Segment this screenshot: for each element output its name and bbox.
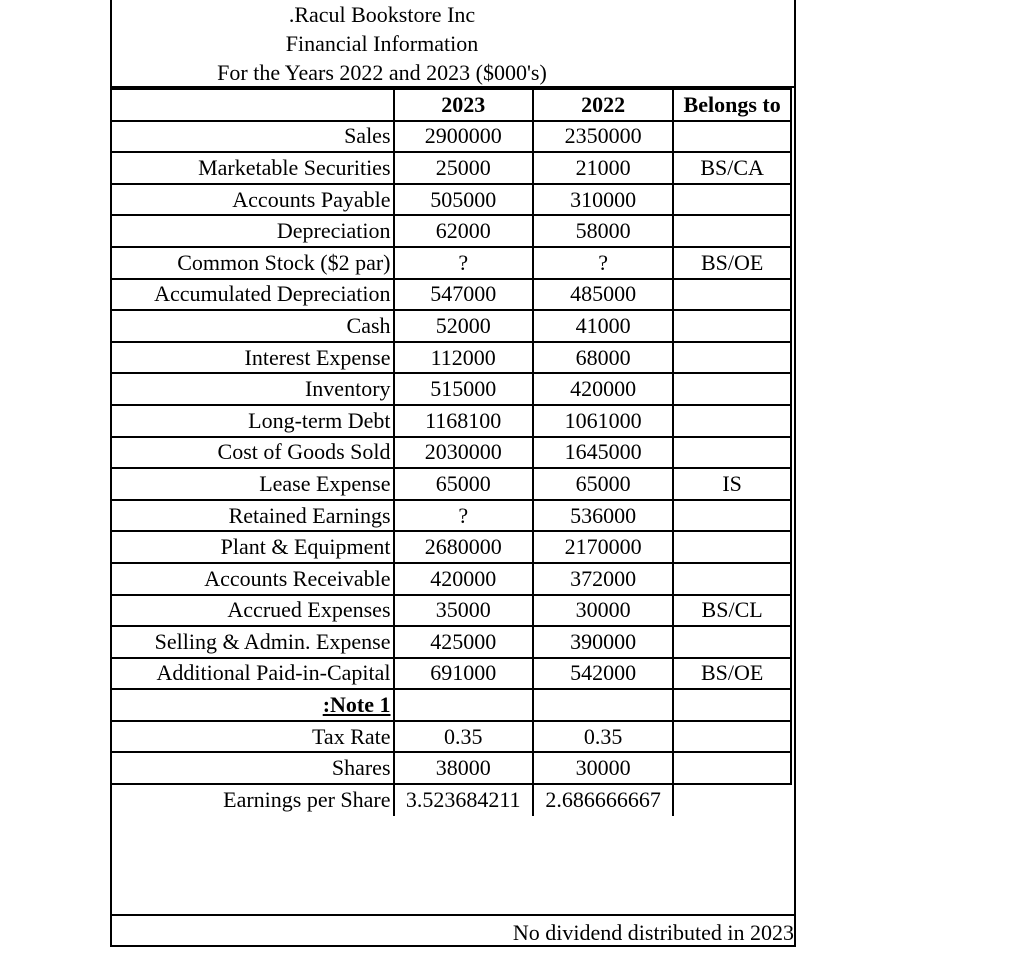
table-row [111, 279, 791, 311]
note-label: :Note 1 [322, 692, 391, 718]
value-2023: 112000 [394, 342, 533, 374]
value-2022: 58000 [533, 215, 673, 247]
note-label-cell [111, 689, 394, 721]
value-2022: 390000 [533, 626, 673, 658]
belongs-to [673, 279, 791, 311]
value-2022: 2170000 [533, 531, 673, 563]
value-2022: 2350000 [533, 121, 673, 153]
table-row [111, 184, 791, 216]
belongs-to [673, 184, 791, 216]
report-title: Financial Information [285, 31, 479, 56]
note-empty-2023 [394, 689, 533, 721]
row-label: Accounts Receivable [111, 563, 394, 595]
row-label: Accrued Expenses [111, 595, 394, 627]
row-label: Interest Expense [111, 342, 394, 374]
value-2022: 542000 [533, 658, 673, 690]
row-label: Depreciation [111, 215, 394, 247]
company-name: .Racul Bookstore Inc [288, 2, 476, 27]
header-belongs-to: Belongs to [673, 89, 791, 121]
table-row [111, 500, 791, 532]
table-row [111, 595, 791, 627]
value-2023: 65000 [394, 468, 533, 500]
value-2023: 38000 [394, 752, 533, 784]
value-2023: 35000 [394, 595, 533, 627]
note-row [111, 689, 791, 721]
title-block [112, 0, 652, 90]
table-row [111, 752, 791, 784]
table-row [111, 721, 791, 753]
table-row [111, 342, 791, 374]
eps-belongs [673, 784, 791, 816]
value-2023: 505000 [394, 184, 533, 216]
belongs-to [673, 215, 791, 247]
row-label: Accumulated Depreciation [111, 279, 394, 311]
eps-2023: 3.523684211 [394, 784, 533, 816]
row-label: Plant & Equipment [111, 531, 394, 563]
value-2022: 1061000 [533, 405, 673, 437]
row-label: Common Stock ($2 par) [111, 247, 394, 279]
row-label: Inventory [111, 373, 394, 405]
row-label: Long-term Debt [111, 405, 394, 437]
value-2023: 425000 [394, 626, 533, 658]
table-row [111, 531, 791, 563]
value-2023: 1168100 [394, 405, 533, 437]
belongs-to [673, 373, 791, 405]
eps-label: Earnings per Share [111, 784, 394, 816]
belongs-to [673, 310, 791, 342]
header-2023: 2023 [394, 89, 533, 121]
value-2022: 485000 [533, 279, 673, 311]
row-label: Marketable Securities [111, 152, 394, 184]
value-2022: 536000 [533, 500, 673, 532]
eps-2022: 2.686666667 [533, 784, 673, 816]
table-row [111, 658, 791, 690]
note-empty-2022 [533, 689, 673, 721]
value-2022: 30000 [533, 752, 673, 784]
value-2022: 30000 [533, 595, 673, 627]
value-2022: 310000 [533, 184, 673, 216]
value-2023: 62000 [394, 215, 533, 247]
value-2023: 547000 [394, 279, 533, 311]
belongs-to [673, 626, 791, 658]
row-label: Cost of Goods Sold [111, 437, 394, 469]
table-row [111, 310, 791, 342]
row-label: Sales [111, 121, 394, 153]
value-2022: ? [533, 247, 673, 279]
report-period: For the Years 2022 and 2023 ($000's) [217, 60, 547, 85]
header-2022: 2022 [533, 89, 673, 121]
note-empty-belongs [673, 689, 791, 721]
value-2023: 515000 [394, 373, 533, 405]
table-row [111, 468, 791, 500]
header-label [111, 89, 394, 121]
table-row [111, 121, 791, 153]
belongs-to [673, 752, 791, 784]
belongs-to: BS/OE [673, 247, 791, 279]
belongs-to: IS [673, 468, 791, 500]
table-row [111, 563, 791, 595]
row-label: Lease Expense [111, 468, 394, 500]
value-2022: 68000 [533, 342, 673, 374]
table-row [111, 215, 791, 247]
value-2023: 2680000 [394, 531, 533, 563]
row-label: Additional Paid-in-Capital [111, 658, 394, 690]
row-label: Accounts Payable [111, 184, 394, 216]
row-label: Shares [111, 752, 394, 784]
belongs-to [673, 121, 791, 153]
value-2023: 2900000 [394, 121, 533, 153]
value-2023: 2030000 [394, 437, 533, 469]
row-label: Selling & Admin. Expense [111, 626, 394, 658]
table-row [111, 437, 791, 469]
value-2022: 372000 [533, 563, 673, 595]
financial-sheet [110, 0, 796, 947]
table-row [111, 373, 791, 405]
table-row [111, 247, 791, 279]
value-2022: 65000 [533, 468, 673, 500]
value-2023: ? [394, 247, 533, 279]
belongs-to [673, 721, 791, 753]
value-2023: 25000 [394, 152, 533, 184]
belongs-to [673, 342, 791, 374]
belongs-to [673, 437, 791, 469]
belongs-to [673, 500, 791, 532]
value-2023: 691000 [394, 658, 533, 690]
value-2022: 41000 [533, 310, 673, 342]
belongs-to [673, 563, 791, 595]
value-2023: 420000 [394, 563, 533, 595]
belongs-to [673, 531, 791, 563]
belongs-to [673, 405, 791, 437]
belongs-to: BS/CA [673, 152, 791, 184]
table-row [111, 626, 791, 658]
row-label: Tax Rate [111, 721, 394, 753]
row-label: Cash [111, 310, 394, 342]
table-row [111, 152, 791, 184]
row-label: Retained Earnings [111, 500, 394, 532]
value-2022: 1645000 [533, 437, 673, 469]
footer-note: No dividend distributed in 2023 [112, 914, 796, 947]
financial-table [110, 88, 792, 816]
belongs-to: BS/OE [673, 658, 791, 690]
eps-row [111, 784, 791, 816]
value-2022: 21000 [533, 152, 673, 184]
value-2022: 420000 [533, 373, 673, 405]
header-row [111, 89, 791, 121]
table-row [111, 405, 791, 437]
value-2022: 0.35 [533, 721, 673, 753]
value-2023: 52000 [394, 310, 533, 342]
belongs-to: BS/CL [673, 595, 791, 627]
value-2023: ? [394, 500, 533, 532]
value-2023: 0.35 [394, 721, 533, 753]
